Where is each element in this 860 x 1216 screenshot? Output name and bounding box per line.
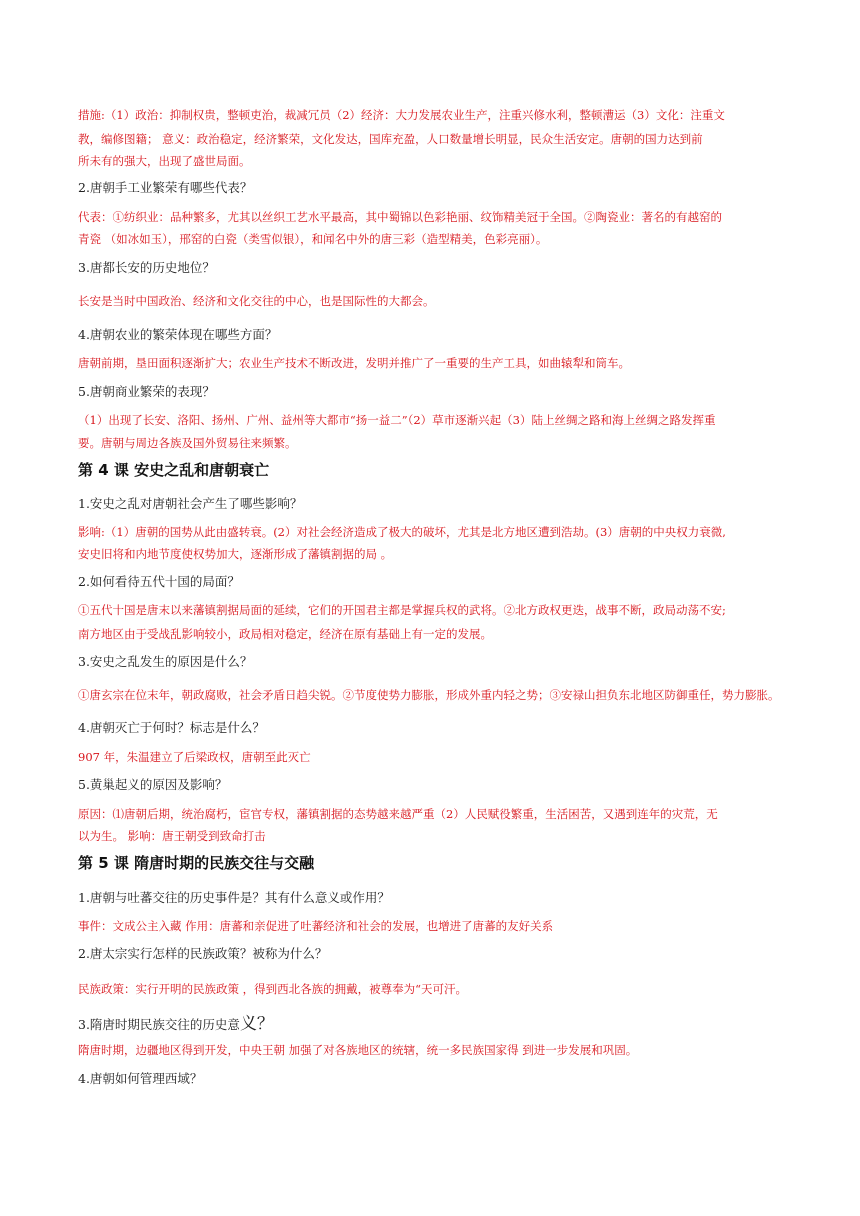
line-text: 所未有的强大，出现了盛世局面。 — [78, 154, 251, 168]
question-text-q5-2 — [78, 946, 327, 962]
question-text-q4-2 — [78, 574, 240, 590]
answer-text-a4-1-1 — [78, 525, 726, 539]
line-text: 4.唐朝灭亡于何时？标志是什么？ — [78, 720, 265, 735]
lesson-heading-h4 — [78, 460, 269, 480]
line-text: 3.唐都长安的历史地位？ — [78, 260, 215, 275]
line-text: 1.安史之乱对唐朝社会产生了哪些影响？ — [78, 496, 303, 511]
line-text: 措施:（1）政治：抑制权贵，整顿吏治，裁减冗员（2）经济：大力发展农业生产，注重兴修水利，整顿漕运（3）文化：注重文 — [78, 108, 725, 122]
line-text: 2.如何看待五代十国的局面？ — [78, 574, 240, 589]
line-text: 原因：⑴唐朝后期，统治腐朽，宦官专权，藩镇割据的态势越来越严重（2）人民赋役繁重，生活困苦，又遇到连年的灾荒，无 — [78, 807, 718, 821]
line-text: 1.唐朝与吐蕃交往的历史事件是？其有什么意义或作用？ — [78, 890, 390, 905]
question-text-q3 — [78, 260, 215, 276]
line-text: 4.唐朝如何管理西域？ — [78, 1071, 203, 1086]
answer-text-a4-5-1 — [78, 807, 718, 821]
question-text-q5-1 — [78, 890, 390, 906]
line-text: 2.唐朝手工业繁荣有哪些代表？ — [78, 180, 253, 195]
line-text-large: 义？ — [239, 1014, 274, 1034]
question-text-q4 — [78, 327, 277, 343]
line-text: 4.唐朝农业的繁荣体现在哪些方面？ — [78, 327, 278, 342]
question-text-q4-4 — [78, 720, 265, 736]
line-text: ①唐玄宗在位末年，朝政腐败，社会矛盾日趋尖锐。②节度使势力膨胀，形成外重内轻之势；③安禄山担负东北地区防御重任，势力膨胀。 — [78, 688, 780, 702]
line-text: （1）出现了长安、洛阳、扬州、广州、益州等大都市“扬一益二”（2）草市逐渐兴起（3）陆上丝绸之路和海上丝绸之路发挥重 — [78, 413, 716, 427]
line-text: 影响:（1）唐朝的国势从此由盛转衰。(2）对社会经济造成了极大的破坏，尤其是北方地区遭到浩劫。(3）唐朝的中央权力衰微, — [78, 525, 726, 539]
line-text: 5.黄巢起义的原因及影响？ — [78, 777, 228, 792]
question-text-q5-4 — [78, 1071, 202, 1087]
answer-text-a4-4-1 — [78, 750, 311, 764]
line-text: 隋唐时期，边疆地区得到开发，中央王朝 加强了对各族地区的统辖，统一多民族国家得 到进一步发展和巩固。 — [78, 1043, 638, 1057]
answer-text-a5-1 — [78, 413, 715, 427]
answer-text-a4-3-1 — [78, 688, 780, 702]
line-text: 南方地区由于受战乱影响较小，政局相对稳定，经济在原有基础上有一定的发展。 — [78, 627, 492, 641]
answer-text-a4-5-2 — [78, 829, 266, 843]
question-text-q5-3 — [78, 1016, 274, 1033]
line-text: 唐朝前期，垦田面积逐渐扩大；农业生产技术不断改进，发明并推广了一重要的生产工具，如曲辕犁和筒车。 — [78, 356, 630, 370]
line-text: 第 5 课 隋唐时期的民族交往与交融 — [78, 854, 315, 872]
line-text: 2.唐太宗实行怎样的民族政策？被称为什么？ — [78, 946, 328, 961]
answer-text-a4-2-2 — [78, 627, 492, 641]
question-text-q4-1 — [78, 496, 302, 512]
answer-text-a4-2-1 — [78, 603, 726, 617]
line-text: 教，编修图籍； 意义：政治稳定，经济繁荣，文化发达，国库充盈，人口数量增长明显，民众生活安定。唐朝的国力达到前 — [78, 132, 703, 146]
line-text: 青瓷 （如冰如玉），邢窑的白瓷（类雪似银），和闻名中外的唐三彩（造型精美，色彩亮丽）。 — [78, 232, 548, 246]
answer-text-a0-1 — [78, 108, 725, 122]
question-text-q4-5 — [78, 777, 227, 793]
line-text: 要。唐朝与周边各族及国外贸易往来频繁。 — [78, 436, 297, 450]
line-text: 代表：①纺织业：品种繁多，尤其以丝织工艺水平最高，其中蜀锦以色彩艳丽、纹饰精美冠于全国。②陶瓷业：著名的有越窑的 — [78, 210, 722, 224]
line-text: 907 年，朱温建立了后梁政权，唐朝至此灭亡 — [78, 750, 311, 764]
line-text: 3.安史之乱发生的原因是什么？ — [78, 654, 253, 669]
answer-text-a5-2 — [78, 436, 297, 450]
question-text-q2 — [78, 180, 252, 196]
answer-text-a0-3 — [78, 154, 251, 168]
answer-text-a3-1 — [78, 294, 435, 308]
line-text: 3.隋唐时期民族交往的历史意 — [78, 1017, 240, 1032]
answer-text-a2-1 — [78, 210, 722, 224]
line-text: 安史旧将和内地节度使权势加大，逐渐形成了藩镇割据的局 。 — [78, 547, 393, 561]
line-text: 第 4 课 安史之乱和唐朝衰亡 — [78, 461, 270, 479]
answer-text-a0-2 — [78, 132, 703, 146]
answer-text-a2-2 — [78, 232, 547, 246]
question-text-q4-3 — [78, 654, 252, 670]
line-text: 民族政策：实行开明的民族政策 ，得到西北各族的拥戴，被尊奉为“天可汗。 — [78, 982, 468, 996]
line-text: 5.唐朝商业繁荣的表现？ — [78, 384, 215, 399]
answer-text-a5-2-1 — [78, 982, 467, 996]
answer-text-a4-1-2 — [78, 547, 392, 561]
answer-text-a5-1-1 — [78, 919, 553, 933]
line-text: ①五代十国是唐末以来藩镇割据局面的延续，它们的开国君主都是掌握兵权的武将。②北方政权更迭，战事不断，政局动荡不安; — [78, 603, 726, 617]
answer-text-a5-3-1 — [78, 1043, 637, 1057]
line-text: 事件：文成公主入藏 作用：唐蕃和亲促进了吐蕃经济和社会的发展，也增进了唐蕃的友好关系 — [78, 919, 554, 933]
question-text-q5 — [78, 384, 215, 400]
lesson-heading-h5 — [78, 853, 314, 873]
line-text: 以为生。 影响：唐王朝受到致命打击 — [78, 829, 266, 843]
answer-text-a4-1 — [78, 356, 630, 370]
line-text: 长安是当时中国政治、经济和文化交往的中心，也是国际性的大都会。 — [78, 294, 435, 308]
